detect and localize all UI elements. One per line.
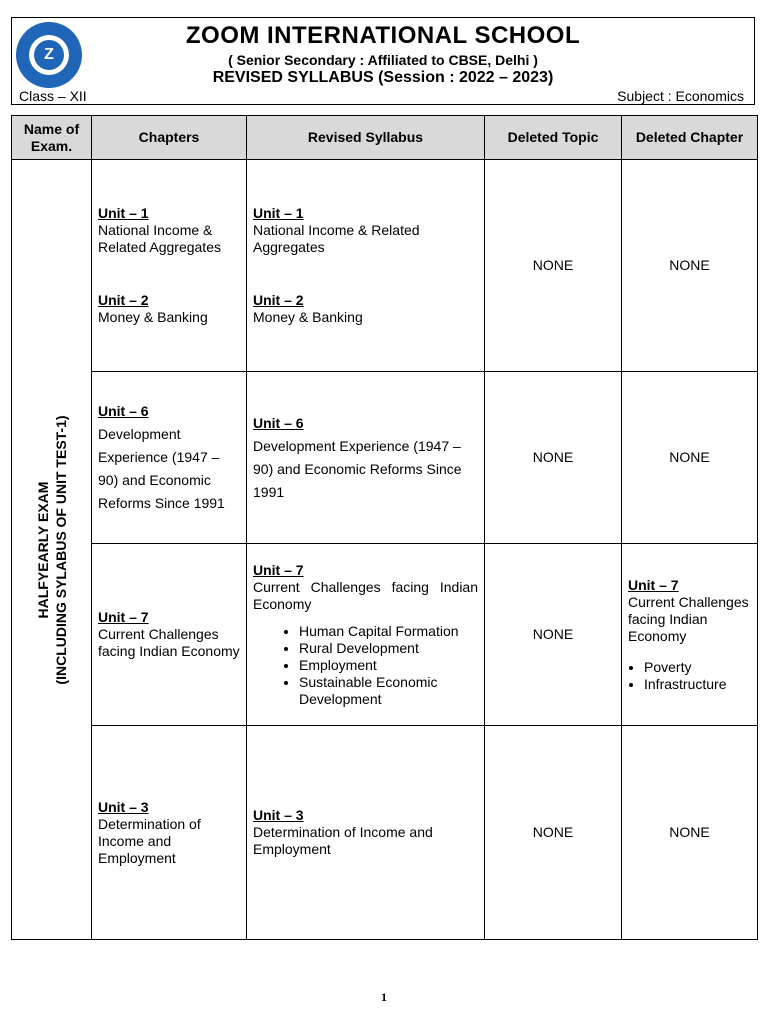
unit-text: Money & Banking bbox=[98, 309, 208, 325]
column-header-chapters: Chapters bbox=[92, 116, 247, 160]
affiliation-line: ( Senior Secondary : Affiliated to CBSE, Delhi ) bbox=[228, 52, 538, 68]
table-row bbox=[12, 372, 758, 544]
unit-title: Unit – 6 bbox=[98, 403, 149, 419]
unit-title: Unit – 3 bbox=[253, 807, 304, 823]
unit-title: Unit – 2 bbox=[253, 292, 304, 308]
unit-title: Unit – 1 bbox=[253, 205, 304, 221]
unit-title: Unit – 3 bbox=[98, 798, 149, 815]
exam-name-cell bbox=[12, 160, 92, 940]
unit-text: National Income & Related Aggregates bbox=[98, 222, 221, 255]
column-header-revised-syllabus: Revised Syllabus bbox=[247, 116, 485, 160]
table-header-row bbox=[12, 116, 758, 160]
chapters-cell bbox=[92, 160, 247, 372]
syllabus-table bbox=[11, 115, 758, 940]
deleted-chapter-cell bbox=[622, 544, 758, 726]
exam-name-line2: (INCLUDING SYLABUS OF UNIT TEST-1) bbox=[52, 414, 69, 685]
unit-title: Unit – 7 bbox=[98, 609, 149, 625]
deleted-topic-cell: NONE bbox=[485, 372, 622, 544]
unit-text: National Income & Related Aggregates bbox=[253, 222, 420, 255]
deleted-topic-cell: NONE bbox=[485, 160, 622, 372]
list-item: • Rural Development bbox=[299, 640, 478, 657]
list-item: • Employment bbox=[299, 657, 478, 674]
school-name: ZOOM INTERNATIONAL SCHOOL bbox=[185, 22, 581, 49]
topic-list bbox=[253, 623, 478, 708]
list-item: • Poverty bbox=[644, 659, 751, 676]
unit-text: Current Challenges facing Indian Economy bbox=[253, 578, 478, 612]
chapters-cell bbox=[92, 372, 247, 544]
deleted-chapter-cell: NONE bbox=[622, 372, 758, 544]
exam-name bbox=[34, 415, 70, 684]
unit-text: Current Challenges facing Indian Economy bbox=[98, 626, 240, 659]
deleted-topic-cell: NONE bbox=[485, 726, 622, 940]
unit-title: Unit – 6 bbox=[253, 414, 304, 431]
subject-label: Subject : Economics bbox=[617, 88, 744, 104]
unit-text: Development Experience (1947 – 90) and Economic Reforms Since 1991 bbox=[98, 426, 225, 511]
unit-text: Determination of Income and Employment bbox=[253, 824, 433, 857]
unit-text: Determination of Income and Employment bbox=[98, 815, 201, 866]
chapters-cell bbox=[92, 726, 247, 940]
unit-title: Unit – 7 bbox=[253, 561, 304, 578]
table-row bbox=[12, 726, 758, 940]
table-row bbox=[12, 160, 758, 372]
unit-text: Money & Banking bbox=[253, 309, 363, 325]
class-label: Class – XII bbox=[19, 88, 87, 104]
deleted-chapter-cell: NONE bbox=[622, 726, 758, 940]
unit-text: Current Challenges facing Indian Economy bbox=[628, 593, 749, 644]
syllabus-title: REVISED SYLLABUS (Session : 2022 – 2023) bbox=[212, 69, 554, 86]
unit-title: Unit – 1 bbox=[98, 205, 149, 221]
column-header-deleted-chapter: Deleted Chapter bbox=[622, 116, 758, 160]
revised-syllabus-cell bbox=[247, 372, 485, 544]
table-row bbox=[12, 544, 758, 726]
unit-title: Unit – 7 bbox=[628, 576, 679, 593]
list-item: • Sustainable Economic Development bbox=[299, 674, 478, 708]
column-header-deleted-topic: Deleted Topic bbox=[485, 116, 622, 160]
column-header-exam: Name of Exam. bbox=[12, 116, 92, 160]
list-item: • Infrastructure bbox=[644, 676, 751, 693]
deleted-chapter-cell: NONE bbox=[622, 160, 758, 372]
logo-letter: Z bbox=[34, 40, 64, 70]
deleted-topic-cell: NONE bbox=[485, 544, 622, 726]
revised-syllabus-cell bbox=[247, 160, 485, 372]
page-number: 1 bbox=[381, 990, 387, 1004]
revised-syllabus-cell bbox=[247, 726, 485, 940]
unit-text: Development Experience (1947 – 90) and Economic Reforms Since 1991 bbox=[253, 437, 462, 500]
exam-name-line1: HALFYEARLY EXAM bbox=[34, 481, 51, 618]
chapters-cell bbox=[92, 544, 247, 726]
unit-title: Unit – 2 bbox=[98, 292, 149, 308]
school-header bbox=[11, 17, 755, 105]
revised-syllabus-cell bbox=[247, 544, 485, 726]
list-item: • Human Capital Formation bbox=[299, 623, 478, 640]
topic-list bbox=[628, 659, 751, 693]
